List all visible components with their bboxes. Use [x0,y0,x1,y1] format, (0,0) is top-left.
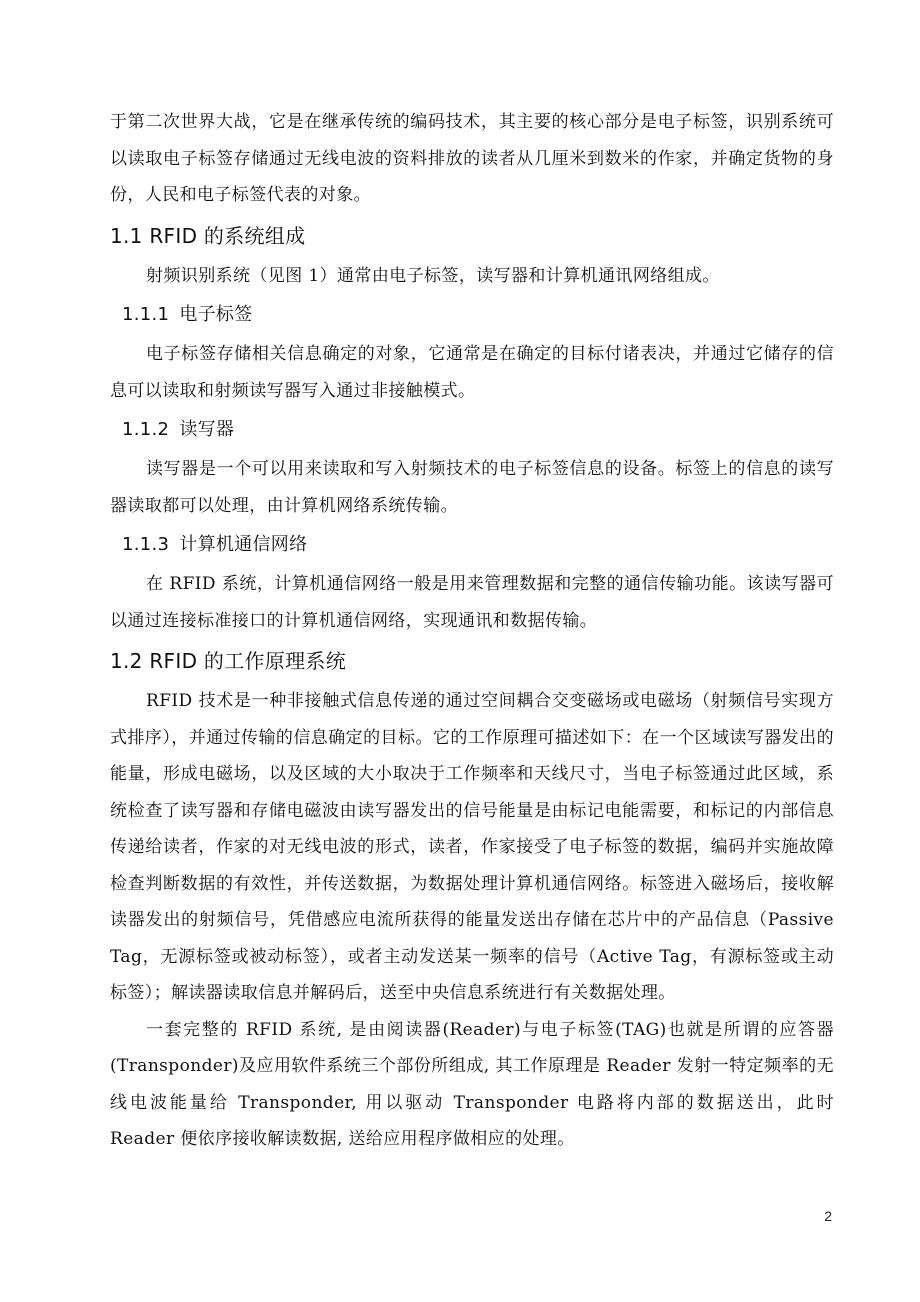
paragraph-1-1-1: 电子标签存储相关信息确定的对象，它通常是在确定的目标付诸表决，并通过它储存的信息可以读取和射频读写器写入通过非接触模式。 [110,344,834,401]
paragraph-intro: 于第二次世界大战，它是在继承传统的编码技术，其主要的核心部分是电子标签，识别系统可以读取电子标签存储通过无线电波的资料排放的读者从几厘米到数米的作家，并确定货物的身份，人民和电子标签代表的对象。 [110,112,834,205]
subsection-heading-1-1-1 [110,294,834,336]
subsection-title: 计算机通信网络 [179,534,308,555]
page-number: 2 [824,1208,832,1224]
paragraph-1-1: 射频识别系统（见图 1）通常由电子标签，读写器和计算机通讯网络组成。 [146,265,720,286]
subsection-title: 读写器 [179,419,235,440]
subsection-number: 1.1.3 [122,534,170,555]
paragraph-1-2-a: RFID 技术是一种非接触式信息传递的通过空间耦合交变磁场或电磁场（射频信号实现方式排序），并通过传输的信息确定的目标。它的工作原理可描述如下：在一个区域读写器发出的能量，形成电磁场，以及区域的大小取决于工作频率和天线尺寸，当电子标签通过此区域，系统检查了读写器和存储电磁波由读写器发出的信号能量是由标记电能需要，和标记的内部信息传递给读者，作家的对无线电波的形式，读者，作家接受了电子标签的数据，编码并实施故障检查判断数据的有效性，并传送数据，为数据处理计算机通信网络。标签进入磁场后，接收解读器发出的射频信号，凭借感应电流所获得的能量发送出存储在芯片中的产品信息（Passive Tag，无源标签或被动标签），或者主动发送某一频率的信号（Active Tag，有源标签或主动标签）；解读器读取信息并解码后，送至中央信息系统进行有关数据处理。 [110,691,834,1003]
paragraph-1-2-b: 一套完整的 RFID 系统, 是由阅读器(Reader)与电子标签(TAG)也就是所谓的应答器(Transponder)及应用软件系统三个部份所组成, 其工作原理是 Reader 发射一特定频率的无线电波能量给 Transponder, 用以驱动 Transponder 电路将内部的数据送出，此时 Reader 便依序接收解读数据, 送给应用程序做相应的处理。 [110,1019,834,1149]
section-heading-1-2: 1.2 RFID 的工作原理系统 [110,649,347,673]
section-heading-1-1: 1.1 RFID 的系统组成 [110,223,306,248]
subsection-heading-1-1-3 [110,524,834,566]
paragraph-1-1-3: 在 RFID 系统，计算机通信网络一般是用来管理数据和完整的通信传输功能。该读写器可以通过连接标准接口的计算机通信网络，实现通讯和数据传输。 [110,574,834,631]
subsection-number: 1.1.2 [122,419,170,440]
subsection-title: 电子标签 [179,304,253,325]
paragraph-1-1-2: 读写器是一个可以用来读取和写入射频技术的电子标签信息的设备。标签上的信息的读写器读取都可以处理，由计算机网络系统传输。 [110,459,834,516]
subsection-heading-1-1-2 [110,409,834,451]
page-body [110,104,834,1158]
subsection-number: 1.1.1 [122,304,170,325]
